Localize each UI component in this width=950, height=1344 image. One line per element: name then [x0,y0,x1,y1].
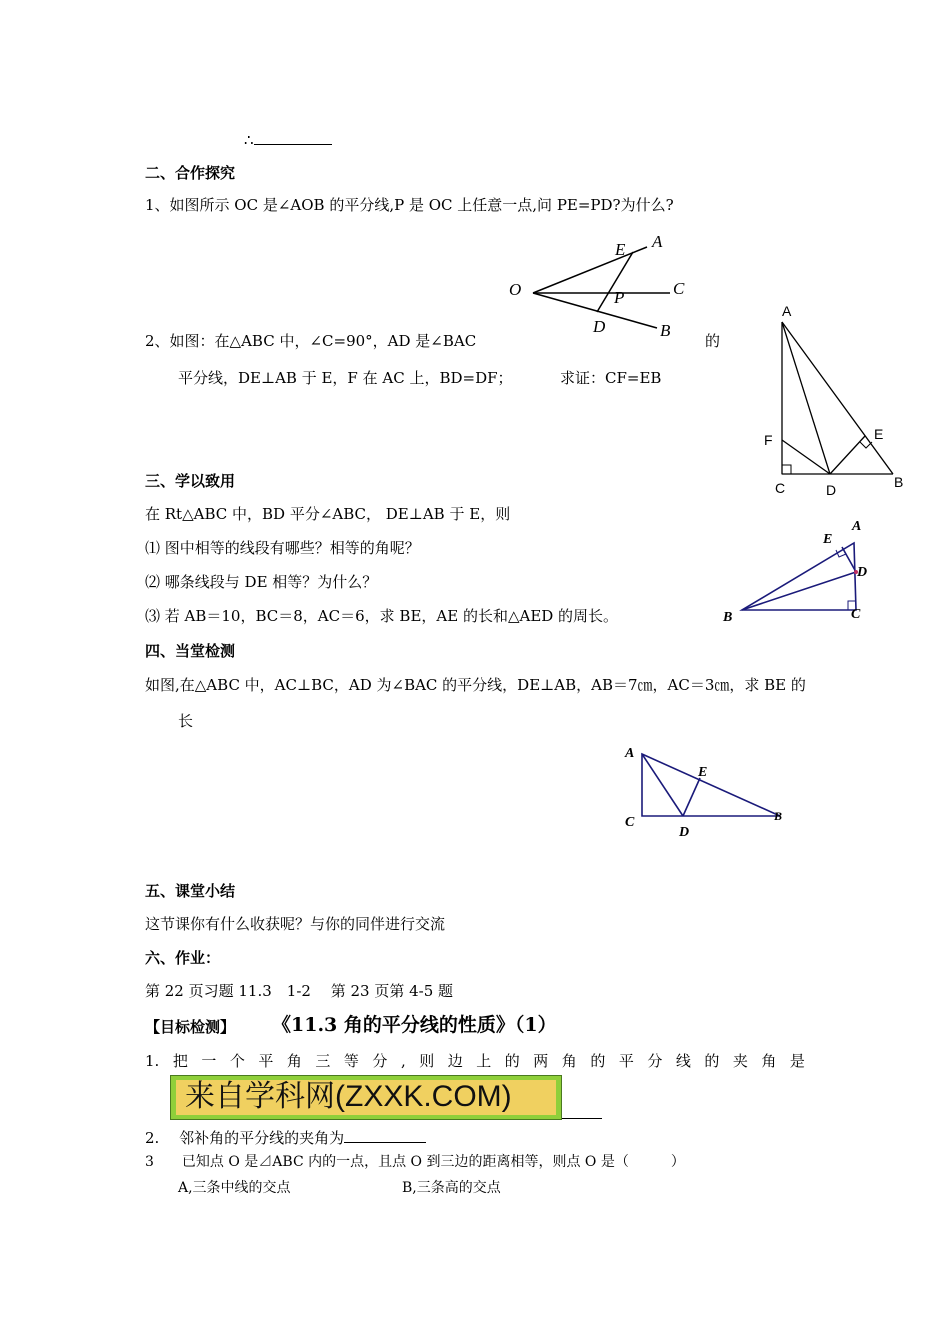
q1-char: 角 [761,1052,777,1070]
q1-char: 上 [476,1052,492,1070]
label-B: B [894,474,904,490]
q1-char: 分 [372,1052,388,1070]
q1-char: 把 [172,1052,188,1070]
label-C: C [625,815,635,830]
figure-test-triangle [620,740,820,845]
q1-char: 平 [618,1052,634,1070]
label-C: C [775,480,786,496]
therefore-symbol: ∴ [244,131,254,149]
section-3-intro: 在 Rt△ABC 中，BD 平分∠ABC， DE⊥AB 于 E，则 [145,505,511,523]
section-2-heading: 二、合作探究 [145,164,236,182]
q1-char: 1. [145,1052,160,1070]
figure-angle-bisector [505,232,705,342]
q1-answer-blank [562,1104,602,1119]
watermark-banner [170,1075,562,1120]
therefore-line [244,130,332,149]
label-E: E [823,532,833,547]
question-2-2-line1: 2、如图：在△ABC 中，∠C=90°，AD 是∠BAC [145,332,477,350]
section-6-text: 第 22 页习题 11.3 1-2 第 23 页第 4-5 题 [145,982,454,1000]
q2-answer-blank [344,1128,426,1143]
label-D: D [826,482,837,498]
option-B: B,三条高的交点 [402,1180,501,1196]
question-2-2-prove: 求证：CF=EB [560,369,662,387]
label-F: F [764,432,773,448]
label-A: A [852,519,862,534]
label-D: D [593,317,606,336]
question-3-3: ⑶ 若 AB＝10，BC＝8，AC＝6，求 BE，AE 的长和△AED 的周长。 [145,607,619,625]
label-B: B [660,321,671,340]
q1-char: 平 [258,1052,274,1070]
q1-char: 是 [789,1052,805,1070]
target-question-3: 3 已知点 O 是⊿ABC 内的一点，且点 O 到三边的距离相等，则点 O 是（ ） [145,1154,685,1170]
q1-char: , [400,1052,406,1070]
label-E: E [874,426,884,442]
label-P: P [614,288,625,307]
section-4-heading: 四、当堂检测 [145,642,236,660]
section-6-heading: 六、作业： [145,949,221,967]
label-D: D [857,565,868,580]
q1-char: 角 [561,1052,577,1070]
target-question-1 [145,1052,805,1070]
section-5-text: 这节课你有什么收获呢？与你的同伴进行交流 [145,915,446,933]
label-E: E [615,240,626,259]
q1-char: 则 [419,1052,435,1070]
label-B: B [723,610,733,625]
watermark-text: 来自学科网(ZXXK.COM) [185,1080,512,1113]
section-5-heading: 五、课堂小结 [145,882,236,900]
q1-char: 等 [343,1052,359,1070]
section-4-text: 如图,在△ABC 中，AC⊥BC，AD 为∠BAC 的平分线，DE⊥AB，AB＝7㎝，AC＝3㎝，求 BE 的 [145,676,806,694]
label-C: C [673,279,685,298]
label-D: D [679,825,690,840]
question-3-2: ⑵ 哪条线段与 DE 相等？为什么？ [145,573,378,591]
figure-right-triangle-1 [760,300,910,500]
label-A: A [782,303,792,319]
section-3-heading: 三、学以致用 [145,472,236,490]
target-title: 《11.3 角的平分线的性质》（1） [272,1014,557,1036]
label-C: C [851,607,861,622]
figure-bisector-triangle [718,515,878,630]
q1-char: 两 [533,1052,549,1070]
label-A: A [625,746,635,761]
answer-blank [254,130,332,145]
target-tag: 【目标检测】 [145,1018,236,1036]
label-B: B [774,809,783,823]
option-A: A,三条中线的交点 [178,1180,291,1196]
q1-char: 分 [647,1052,663,1070]
question-2-2-de: 的 [705,332,721,350]
label-E: E [698,765,708,780]
target-question-2: 2. 邻补角的平分线的夹角为 [145,1128,426,1147]
q1-char: 角 [286,1052,302,1070]
q1-char: 的 [504,1052,520,1070]
q1-char: 个 [229,1052,245,1070]
question-2-1: 1、如图所示 OC 是∠AOB 的平分线,P 是 OC 上任意一点,问 PE=PD?为什么? [145,196,674,214]
q1-char: 三 [315,1052,331,1070]
q1-char: 的 [590,1052,606,1070]
q1-char: 线 [675,1052,691,1070]
q1-char: 边 [447,1052,463,1070]
q1-char: 的 [704,1052,720,1070]
question-3-1: ⑴ 图中相等的线段有哪些？相等的角呢？ [145,539,420,557]
q1-char: 夹 [732,1052,748,1070]
q1-char: 一 [201,1052,217,1070]
label-A: A [652,232,663,251]
question-2-2-line2: 平分线，DE⊥AB 于 E，F 在 AC 上，BD=DF； [178,369,513,387]
section-4-text-cont: 长 [178,712,194,730]
label-O: O [509,280,522,299]
